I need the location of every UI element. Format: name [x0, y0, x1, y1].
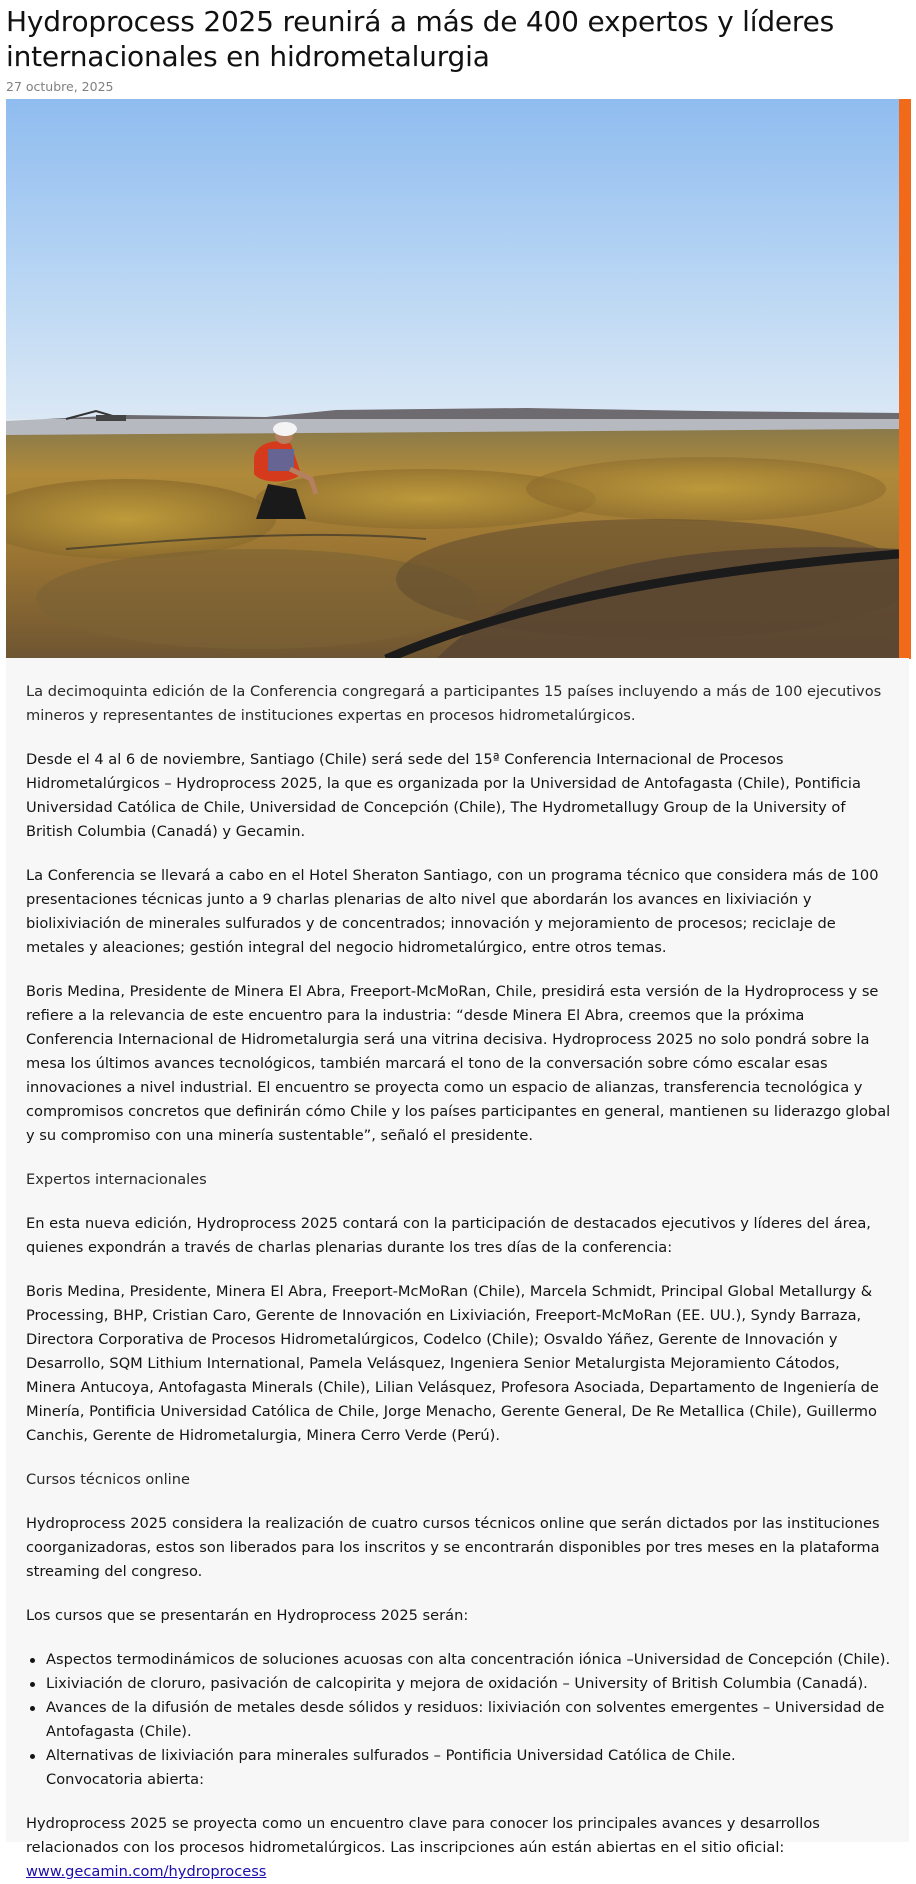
article-paragraph: La Conferencia se llevará a cabo en el Hotel Sheraton Santiago, con un programa técnico que considera más de 100 presentaciones técnicas junto a 9 charlas plenarias de alto nivel que abordarán los avances en lixiviación y biolixiviación de minerales sulfurados y de concentrados; innovación y mejoramiento de procesos; reciclaje de metales y aleaciones; gestión integral del negocio hidrometalúrgico, entre otros temas.	[26, 867, 879, 956]
hero	[6, 99, 911, 659]
accent-bar	[899, 99, 911, 659]
article-paragraph: Los cursos que se presentarán en Hydroprocess 2025 serán:	[26, 1607, 469, 1624]
article-paragraph: Boris Medina, Presidente, Minera El Abra, Freeport-McMoRan (Chile), Marcela Schmidt, Principal Global Metallurgy & Processing, BHP, Cristian Caro, Gerente de Innovación en Lixiviación, Freeport-McMoRan (EE. UU.), Syndy Barraza, Directora Corporativa de Procesos Hidrometalúrgicos, Codelco (Chile); Osvaldo Yáñez, Gerente de Innovación y Desarrollo, SQM Lithium International, Pamela Velásquez, Ingeniera Senior Metalurgista Mejoramiento Cátodos, Minera Antucoya, Antofagasta Minerals (Chile), Lilian Velásquez, Profesora Asociada, Departamento de Ingeniería de Minería, Pontificia Universidad Católica de Chile, Jorge Menacho, Gerente General, De Re Metallica (Chile), Guillermo Canchis, Gerente de Hidrometalurgia, Minera Cerro Verde (Perú).	[26, 1283, 879, 1444]
hero-photo	[6, 99, 899, 659]
article-paragraph-closing	[26, 1812, 891, 1884]
courses-note: Convocatoria abierta:	[46, 1771, 205, 1788]
list-item: Avances de la difusión de metales desde sólidos y residuos: lixiviación con solventes emergentes – Universidad de Antofagasta (Chile).	[26, 1696, 891, 1744]
section-subheading: Expertos internacionales	[26, 1171, 207, 1188]
article-paragraph: Hydroprocess 2025 considera la realización de cuatro cursos técnicos online que serán dictados por las instituciones coorganizadoras, estos son liberados para los inscritos y se encontrarán disponibles por tres meses en la plataforma streaming del congreso.	[26, 1515, 880, 1580]
closing-text: Hydroprocess 2025 se proyecta como un encuentro clave para conocer los principales avances y desarrollos relacionados con los procesos hidrometalúrgicos. Las inscripciones aún están abiertas en el sitio oficial:	[26, 1815, 820, 1856]
section-subheading: Cursos técnicos online	[26, 1471, 190, 1488]
registration-link[interactable]: www.gecamin.com/hydroprocess	[26, 1863, 267, 1880]
list-item: Alternativas de lixiviación para minerales sulfurados – Pontificia Universidad Católica de Chile.	[26, 1744, 891, 1768]
courses-list	[26, 1648, 891, 1792]
article-paragraph: Desde el 4 al 6 de noviembre, Santiago (Chile) será sede del 15ª Conferencia Internacional de Procesos Hidrometalúrgicos – Hydroprocess 2025, la que es organizada por la Universidad de Antofagasta (Chile), Pontificia Universidad Católica de Chile, Universidad de Concepción (Chile), The Hydrometallugy Group de la University of British Columbia (Canadá) y Gecamin.	[26, 751, 861, 840]
hero-photo-illustration	[6, 99, 899, 659]
article-header	[0, 0, 916, 94]
list-item: Aspectos termodinámicos de soluciones acuosas con alta concentración iónica –Universidad de Concepción (Chile).	[26, 1648, 891, 1672]
article-paragraph: En esta nueva edición, Hydroprocess 2025 contará con la participación de destacados ejecutivos y líderes del área, quienes expondrán a través de charlas plenarias durante los tres días de la conferencia:	[26, 1215, 871, 1256]
list-item: Lixiviación de cloruro, pasivación de calcopirita y mejora de oxidación – University of British Columbia (Canadá).	[26, 1672, 891, 1696]
article-body	[6, 658, 909, 1880]
article-lead: La decimoquinta edición de la Conferencia congregará a participantes 15 países incluyendo a más de 100 ejecutivos mineros y representantes de instituciones expertas en procesos hidrometalúrgicos.	[26, 683, 882, 724]
article-title: Hydroprocess 2025 reunirá a más de 400 expertos y líderes internacionales en hidrometalurgia	[6, 5, 835, 73]
article-paragraph: Boris Medina, Presidente de Minera El Abra, Freeport-McMoRan, Chile, presidirá esta versión de la Hydroprocess y se refiere a la relevancia de este encuentro para la industria: “desde Minera El Abra, creemos que la próxima Conferencia Internacional de Hidrometalurgia será una vitrina decisiva. Hydroprocess 2025 no solo pondrá sobre la mesa los últimos avances tecnológicos, también marcará el tono de la conversación sobre cómo escalar esas innovaciones a nivel industrial. El encuentro se proyecta como un espacio de alianzas, transferencia tecnológica y compromisos concretos que definirán cómo Chile y los países participantes en general, mantienen su liderazgo global y su compromiso con una minería sustentable”, señaló el presidente.	[26, 983, 891, 1144]
article-date: 27 octubre, 2025	[6, 79, 114, 94]
